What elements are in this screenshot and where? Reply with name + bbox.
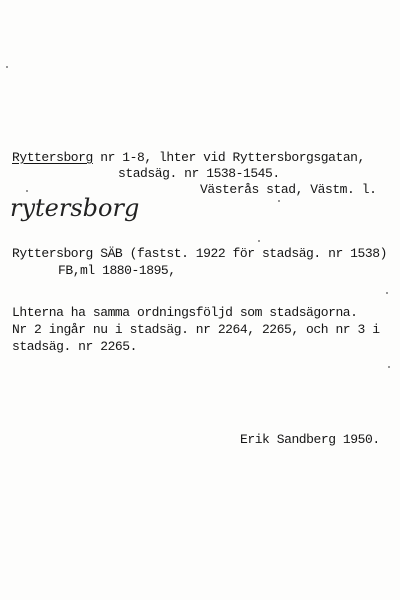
card-line-3: Västerås stad, Västm. l. xyxy=(200,182,377,197)
card-heading-rest: nr 1-8, lhter vid Ryttersborgsgatan, xyxy=(92,150,365,165)
card-line-7: Nr 2 ingår nu i stadsäg. nr 2264, 2265, och nr 3 i xyxy=(12,322,380,337)
paper-speck xyxy=(6,66,8,68)
signature: Erik Sandberg 1950. xyxy=(240,432,380,447)
card-line-6: Lhterna ha samma ordningsföljd som stadsägorna. xyxy=(12,305,358,320)
card-heading-word: Ryttersborg xyxy=(12,150,93,165)
handwritten-note-text: rytersborg xyxy=(10,194,140,222)
paper-speck xyxy=(386,292,388,294)
card-heading-line xyxy=(12,150,365,166)
paper-speck xyxy=(278,200,280,202)
handwritten-note xyxy=(6,190,176,224)
card-line-2: stadsäg. nr 1538-1545. xyxy=(118,166,280,181)
paper-speck xyxy=(258,240,260,242)
paper-speck xyxy=(388,366,390,368)
card-line-5: FB,ml 1880-1895, xyxy=(58,263,176,278)
paper-speck xyxy=(26,190,28,192)
card-line-8: stadsäg. nr 2265. xyxy=(12,339,137,354)
card-line-4: Ryttersborg SÄB (fastst. 1922 för stadsäg. nr 1538) xyxy=(12,246,387,261)
